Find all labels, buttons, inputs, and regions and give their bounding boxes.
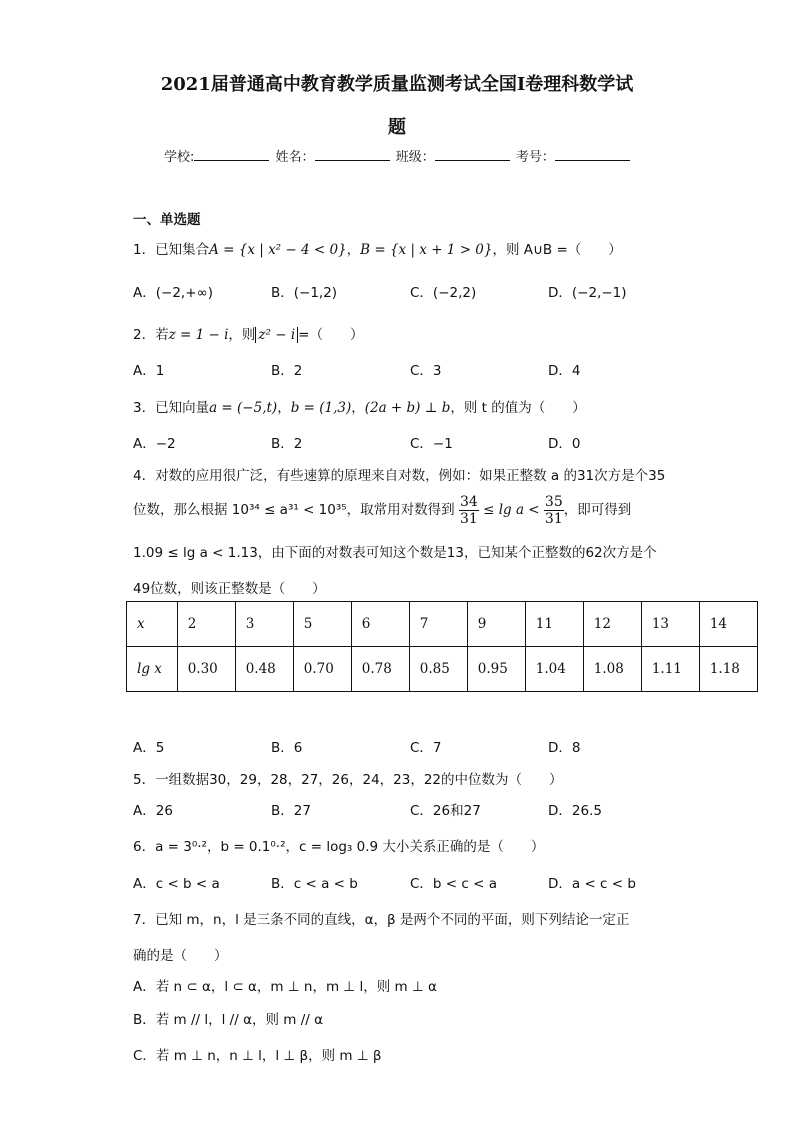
q3-option-d: D．0 [548,436,581,452]
exam-number-blank[interactable] [555,148,630,161]
q4-option-b: B．6 [271,740,303,756]
q7-option-c: C．若 m ⊥ n，n ⊥ l，l ⊥ β，则 m ⊥ β [133,1048,382,1064]
exam-title-line2: 题 [388,117,406,138]
q5-option-a: A．26 [133,803,173,819]
table-cell: 11 [525,602,583,647]
q3-option-b: B．2 [271,436,303,452]
log-table [126,601,758,692]
q7-option-b: B．若 m // l，l // α，则 m // α [133,1012,323,1028]
table-row-lg [127,647,758,692]
table-cell: 5 [293,602,351,647]
exam-number-label: 考号： [515,150,555,165]
student-info-row [164,146,632,165]
question-4-line1: 4．对数的应用很广泛，有些速算的原理来自对数，例如：如果正整数 a 的31次方是个35 [133,468,666,484]
table-cell: 14 [699,602,757,647]
class-blank[interactable] [435,148,510,161]
exam-title-line1: 2021届普通高中教育教学质量监测考试全国I卷理科数学试 [160,74,634,95]
name-label: 姓名： [275,150,315,165]
table-cell: 3 [235,602,293,647]
q6-option-d: D．a < c < b [548,876,636,892]
q4-option-d: D．8 [548,740,581,756]
q1-option-d: D．(−2,−1) [548,285,627,301]
name-blank[interactable] [315,148,390,161]
table-cell: 6 [351,602,409,647]
table-cell: 1.04 [525,647,583,692]
question-1: 1．已知集合A = {x | x² − 4 < 0}，B = {x | x + 1 > 0}，则 A∪B =（ ） [133,242,622,258]
perpendicular-condition: (2a + b) ⊥ b [364,400,451,416]
table-cell: 0.48 [235,647,293,692]
set-a: A = {x | x² − 4 < 0} [209,242,347,258]
school-label: 学校: [164,150,195,165]
table-header-lg: lg x [127,647,178,692]
q6-option-a: A．c < b < a [133,876,220,892]
question-7-line2: 确的是（ ） [133,948,228,964]
table-cell: 9 [467,602,525,647]
table-cell: 2 [177,602,235,647]
q7-option-a: A．若 n ⊂ α，l ⊂ α，m ⊥ n，m ⊥ l，则 m ⊥ α [133,979,437,995]
table-cell: 0.85 [409,647,467,692]
q2-option-b: B．2 [271,363,303,379]
q4-option-c: C．7 [410,740,442,756]
table-cell: 0.70 [293,647,351,692]
question-5: 5．一组数据30，29，28，27，26，24，23，22的中位数为（ ） [133,772,563,788]
table-cell: 1.18 [699,647,757,692]
q5-option-b: B．27 [271,803,311,819]
q6-option-c: C．b < c < a [410,876,497,892]
table-cell: 7 [409,602,467,647]
modulus-expression: z² − i [255,327,298,343]
question-4-line2: 位数，那么根据 10³⁴ ≤ a³¹ < 10³⁵，取常用对数得到 $\frac{34}{31}$ ≤ lg a < $\frac{35}{31}$ ，即可得到 [133,493,632,527]
set-b: B = {x | x + 1 > 0} [360,242,493,258]
q1-option-a: A．(−2,+∞) [133,285,214,301]
fraction-35-31: $\frac{35}{31}$ [544,493,563,527]
question-7-line1: 7．已知 m，n，l 是三条不同的直线，α，β 是两个不同的平面，则下列结论一定正 [133,912,630,928]
table-cell: 0.95 [467,647,525,692]
table-header-x: x [127,602,178,647]
table-cell: 1.08 [583,647,641,692]
q1-option-b: B．(−1,2) [271,285,338,301]
q4-option-a: A．5 [133,740,165,756]
table-row-x [127,602,758,647]
table-cell: 0.30 [177,647,235,692]
school-blank[interactable] [194,148,269,161]
table-cell: 13 [641,602,699,647]
section-title: 一、单选题 [133,212,201,228]
table-cell: 1.11 [641,647,699,692]
question-4-line3: 1.09 ≤ lg a < 1.13，由下面的对数表可知这个数是13，已知某个正整数的62次方是个 [133,545,657,561]
q3-option-c: C．−1 [410,436,453,452]
q3-option-a: A．−2 [133,436,176,452]
fraction-34-31: $\frac{34}{31}$ [459,493,478,527]
class-label: 班级： [395,150,435,165]
q2-option-d: D．4 [548,363,581,379]
q5-option-c: C．26和27 [410,803,481,819]
vector-a: a = (−5,t) [209,400,278,416]
question-4-line4: 49位数，则该正整数是（ ） [133,581,326,597]
question-6: 6．a = 3⁰·²，b = 0.1⁰·²，c = log₃ 0.9 大小关系正确的是（ ） [133,839,545,855]
q5-option-d: D．26.5 [548,803,602,819]
q2-option-a: A．1 [133,363,165,379]
q6-option-b: B．c < a < b [271,876,358,892]
table-cell: 0.78 [351,647,409,692]
vector-b: b = (1,3) [290,400,352,416]
question-2: 2．若z = 1 − i，则 z² − i =（ ） [133,327,364,343]
table-cell: 12 [583,602,641,647]
q2-option-c: C．3 [410,363,442,379]
q1-option-c: C．(−2,2) [410,285,477,301]
question-3: 3．已知向量a = (−5,t)，b = (1,3)，(2a + b) ⊥ b，则 t 的值为（ ） [133,400,586,416]
